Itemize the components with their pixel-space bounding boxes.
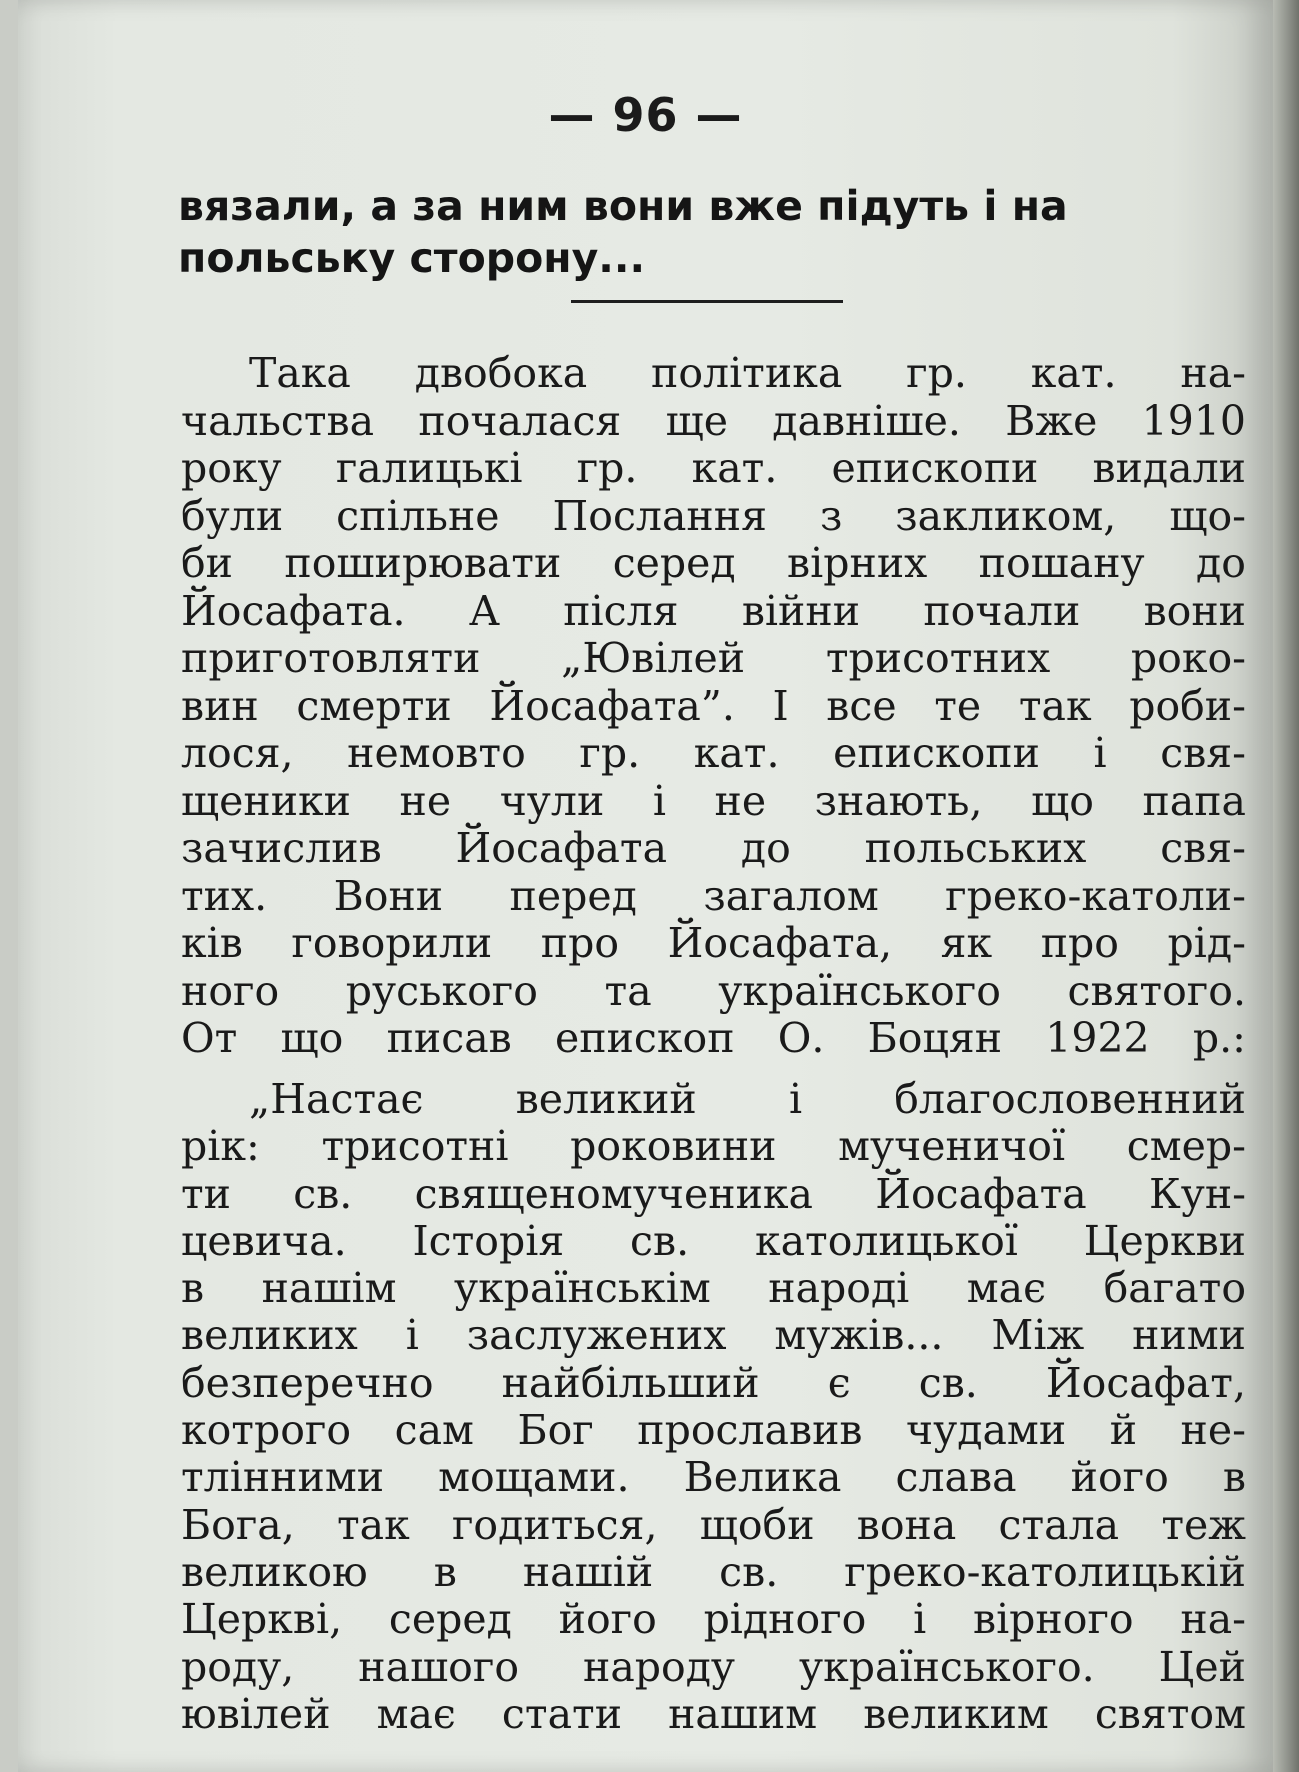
paragraph-line: ків говорили про Йосафата, як про рід- xyxy=(181,919,1246,967)
book-page xyxy=(18,0,1273,1772)
paragraph-line: чальства почалася ще давніше. Вже 1910 xyxy=(181,396,1246,445)
quote-line: ювілей має стати нашим великим святом xyxy=(181,1689,1246,1738)
quote-line: Бога, так годиться, щоби вона стала теж xyxy=(181,1500,1246,1549)
quote-line: великою в нашій св. греко-католицькій xyxy=(181,1547,1246,1596)
quote-line: котрого сам Бог прославив чудами й не- xyxy=(181,1406,1246,1455)
quote-line: тлінними мощами. Велика слава його в xyxy=(181,1453,1246,1502)
main-paragraph xyxy=(181,350,1246,1063)
paragraph-line: Йосафата. А після війни почали вони xyxy=(181,586,1246,635)
paragraph-line: приготовляти „Ювілей трисотних роко- xyxy=(181,634,1246,682)
paragraph-line: вин смерти Йосафата”. І все те так роби- xyxy=(181,681,1246,730)
paragraph-line: року галицькі гр. кат. епископи видали xyxy=(181,444,1246,492)
paragraph-line: щеники не чули і не знають, що папа xyxy=(181,776,1246,825)
quote-line: ти св. священомученика Йосафата Кун- xyxy=(181,1169,1246,1218)
paragraph-line: Така двобока політика гр. кат. на- xyxy=(249,349,1246,397)
bold-line: польську сторону... xyxy=(178,234,646,282)
quote-line: великих і заслужених мужів... Між ними xyxy=(181,1311,1246,1360)
paragraph-line: ного руського та українського святого. xyxy=(181,966,1246,1015)
paragraph-line: би поширювати серед вірних пошану до xyxy=(181,539,1246,587)
quote-line: „Настає великий і благословенний xyxy=(249,1075,1246,1123)
paragraph-line: тих. Вони перед загалом греко-католи- xyxy=(181,871,1246,920)
paragraph-line: лося, немовто гр. кат. епископи і свя- xyxy=(181,729,1246,777)
paragraph-line: От що писав епископ О. Боцян 1922 р.: xyxy=(181,1014,1246,1062)
quote-line: роду, нашого народу українського. Цей xyxy=(181,1642,1246,1691)
quote-line: рік: трисотні роковини мученичої смер- xyxy=(181,1122,1246,1171)
paragraph-line: були спільне Послання з закликом, що- xyxy=(181,491,1246,540)
book-spine-edge xyxy=(1273,0,1299,1772)
quote-line: безперечно найбільший є св. Йосафат, xyxy=(181,1358,1246,1407)
section-divider xyxy=(571,300,843,303)
page-number: — 96 — xyxy=(548,88,743,142)
bold-line: вязали, а за ним вони вже підуть і на xyxy=(178,182,1068,230)
quote-line: в нашім українськім народі має багато xyxy=(181,1264,1246,1313)
quote-line: Церкві, серед його рідного і вірного на- xyxy=(181,1595,1246,1644)
quote-line: цевича. Історія св. католицької Церкви xyxy=(181,1216,1246,1265)
bold-paragraph xyxy=(178,180,1238,284)
quote-paragraph xyxy=(181,1076,1246,1738)
paragraph-line: зачислив Йосафата до польських свя- xyxy=(181,824,1246,872)
